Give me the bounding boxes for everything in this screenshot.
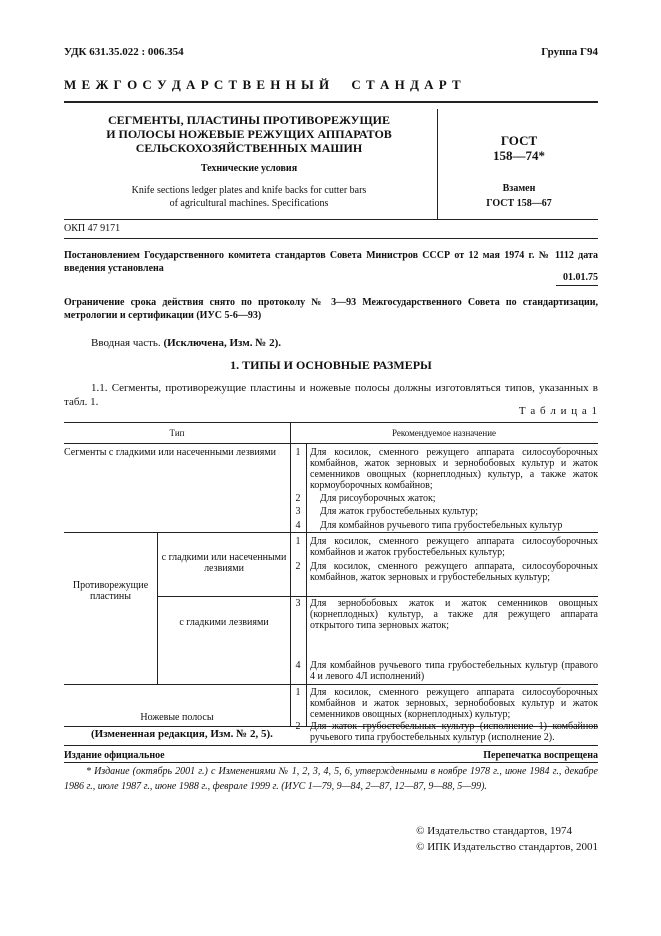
type-segments: Сегменты с гладкими или насеченными лезвиями	[64, 447, 277, 458]
col-purpose-header: Рекомендуемое назначение	[391, 428, 497, 438]
row-number: 1	[295, 536, 301, 547]
purpose-cell: Для косилок, сменного режущего аппарата силосоуборочных комбайнов, жаток зерновых и зернобобовых культур и жаток семенников овощных (корнеплодных) культур, а также жаток кормоуборочных комбайнов;	[310, 447, 598, 491]
subtitle: Технические условия	[200, 163, 298, 174]
row-number: 3	[295, 506, 301, 517]
english-title-line-1: Knife sections ledger plates and knife backs for cutter bars	[131, 185, 367, 196]
row-number: 2	[295, 561, 301, 572]
document-title	[64, 113, 434, 155]
divider	[64, 219, 598, 220]
replaces-block	[440, 181, 598, 211]
date-underline	[556, 285, 598, 286]
purpose-cell: Для комбайнов ручьевого типа грубостебельных культур	[320, 520, 563, 531]
group-code: Группа Г94	[541, 46, 598, 58]
section-paragraph: 1.1. Сегменты, противорежущие пластины и ножевые полосы должны изготовляться типов, указанных в табл. 1.	[64, 382, 598, 408]
title-line-1: СЕГМЕНТЫ, ПЛАСТИНЫ ПРОТИВОРЕЖУЩИЕ	[107, 113, 391, 127]
gost-number	[440, 133, 598, 163]
english-title	[64, 184, 434, 210]
col-type-header: Тип	[169, 428, 185, 438]
changed-note: (Измененная редакция, Изм. № 2, 5).	[91, 728, 273, 740]
divider	[64, 762, 598, 763]
purpose-cell: Для жаток грубостебельных культур;	[320, 506, 478, 517]
divider	[64, 745, 598, 746]
table-col-divider	[290, 422, 291, 726]
table-rule	[64, 684, 598, 685]
row-number: 1	[295, 447, 301, 458]
title-line-2: И ПОЛОСЫ НОЖЕВЫЕ РЕЖУЩИХ АППАРАТОВ	[106, 127, 392, 141]
table-rule	[157, 596, 598, 597]
purpose-cell: Для зернобобовых жаток и жаток семенников овощных (корнеплодных) культур, а также для режущего аппарата открытого типа зерновых жаток;	[310, 598, 598, 631]
table-rule	[64, 443, 598, 444]
purpose-cell: Для косилок, сменного режущего аппарата, силосоуборочных комбайнов, жаток зерновых и грубостебельных культур;	[310, 561, 598, 583]
copyright-1974: © Издательство стандартов, 1974	[416, 825, 573, 837]
restriction-text: Ограничение срока действия снято по протоколу № 3—93 Межгосударственного Совета по стандартизации, метрологии и сертификации (ИУС 5-6—93)	[64, 297, 598, 321]
udk-code: УДК 631.35.022 : 006.354	[64, 46, 184, 58]
intro-note: (Исключена, Изм. № 2).	[163, 337, 281, 349]
divider	[64, 238, 598, 239]
title-divider	[437, 109, 438, 219]
official-edition: Издание официальное	[64, 750, 165, 761]
section-heading: 1. ТИПЫ И ОСНОВНЫЕ РАЗМЕРЫ	[230, 358, 432, 372]
edition-note: * Издание (октябрь 2001 г.) с Изменениями № 1, 2, 3, 4, 5, 6, утвержденными в ноябре 1978 г., июне 1984 г., декабре 1986 г., июле 1987 г., июне 1988 г., феврале 1999 г. (ИУС 1—79, 9—84, 2—87, 12—87, 9—88, 5—99).	[64, 766, 598, 792]
gost-label: ГОСТ	[500, 133, 538, 148]
type-knife-backs: Ножевые полосы	[140, 712, 214, 723]
type-ledger-plates: Противорежущие пластины	[72, 580, 149, 602]
purpose-cell: Для жаток грубостебельных культур (исполнение 1) комбайнов ручьевого типа грубостебельных культур (исполнение 2).	[310, 721, 598, 743]
title-line-3: СЕЛЬСКОХОЗЯЙСТВЕННЫХ МАШИН	[135, 141, 363, 155]
intro-label: Вводная часть.	[91, 337, 161, 349]
table-rule	[64, 422, 598, 423]
table-col-divider	[306, 443, 307, 726]
purpose-cell: Для рисоуборочных жаток;	[320, 493, 436, 504]
purpose-cell: Для косилок, сменного режущего аппарата силосоуборочных комбайнов и жаток грубостебельных культур;	[310, 536, 598, 558]
standard-banner: М Е Ж Г О С У Д А Р С Т В Е Н Н Ы Й С Т А Н Д А Р Т	[64, 77, 462, 92]
row-number: 3	[295, 598, 301, 609]
okp-code: ОКП 47 9171	[64, 223, 121, 234]
replaces-label: Взамен	[502, 183, 536, 194]
row-number: 2	[295, 721, 301, 732]
gost-code: 158—74*	[493, 148, 545, 163]
subtype-smooth: с гладкими лезвиями	[179, 617, 269, 628]
table-rule	[64, 532, 598, 533]
row-number: 4	[295, 520, 301, 531]
intro-line	[91, 337, 281, 349]
decree-date: 01.01.75	[563, 272, 598, 283]
divider	[64, 101, 598, 103]
row-number: 4	[295, 660, 301, 671]
english-title-line-2: of agricultural machines. Specifications	[169, 198, 329, 209]
row-number: 2	[295, 493, 301, 504]
table-col-divider	[157, 532, 158, 684]
purpose-cell: Для косилок, сменного режущего аппарата силосоуборочных комбайнов и жаток зерновых, зернобобовых культур и жаток семенников овощных (корнеплодных) культур;	[310, 687, 598, 720]
table-caption: Т а б л и ц а 1	[518, 405, 598, 417]
subtype-smooth-or-serrated: с гладкими или насеченными лезвиями	[161, 552, 287, 574]
decree-text: Постановлением Государственного комитета стандартов Совета Министров СССР от 12 мая 1974 г. № 1112 дата введения установлена	[64, 250, 598, 274]
purpose-cell: Для комбайнов ручьевого типа грубостебельных культур (правого 4 и левого 4Л исполнений)	[310, 660, 598, 682]
replaces-code: ГОСТ 158—67	[486, 198, 552, 209]
copyright-2001: © ИПК Издательство стандартов, 2001	[416, 841, 598, 853]
reprint-notice: Перепечатка воспрещена	[483, 750, 598, 761]
row-number: 1	[295, 687, 301, 698]
copyright-block	[416, 823, 598, 855]
